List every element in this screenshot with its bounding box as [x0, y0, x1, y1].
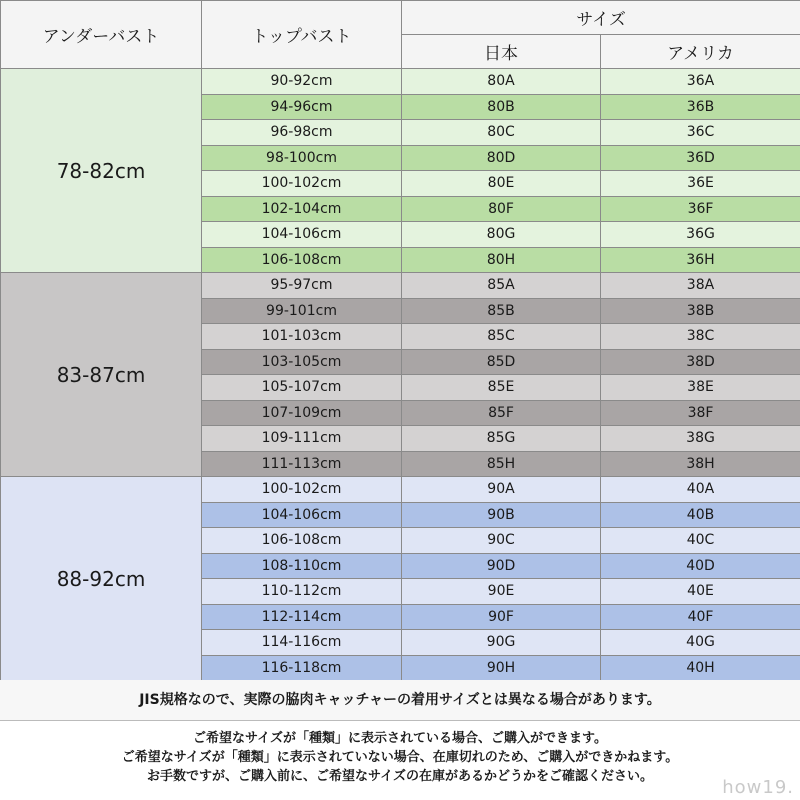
header-top-bust: トップバスト — [202, 1, 402, 69]
america-size-cell: 38D — [601, 349, 800, 375]
japan-size-cell: 90F — [402, 604, 601, 630]
america-size-cell: 40G — [601, 630, 800, 656]
top-bust-cell: 116-118cm — [202, 655, 402, 681]
note-line: ご希望なサイズが「種類」に表示されていない場合、在庫切れのため、ご購入ができかねます。 — [121, 750, 679, 765]
america-size-cell: 40D — [601, 553, 800, 579]
top-bust-cell: 106-108cm — [202, 247, 402, 273]
header-under-bust: アンダーバスト — [1, 1, 202, 69]
note-line: ご希望なサイズが「種類」に表示されている場合、ご購入ができます。 — [193, 731, 607, 746]
top-bust-cell: 90-92cm — [202, 69, 402, 95]
top-bust-cell: 109-111cm — [202, 426, 402, 452]
top-bust-cell: 105-107cm — [202, 375, 402, 401]
header-size: サイズ — [402, 1, 800, 35]
under-bust-range: 78-82cm — [1, 69, 202, 273]
japan-size-cell: 85C — [402, 324, 601, 350]
size-group — [1, 273, 800, 477]
top-bust-cell: 107-109cm — [202, 400, 402, 426]
america-size-cell: 38G — [601, 426, 800, 452]
america-size-cell: 38F — [601, 400, 800, 426]
japan-size-cell: 85A — [402, 273, 601, 299]
japan-size-cell: 90G — [402, 630, 601, 656]
america-size-cell: 36E — [601, 171, 800, 197]
america-size-cell: 40C — [601, 528, 800, 554]
america-size-cell: 40E — [601, 579, 800, 605]
japan-size-cell: 80C — [402, 120, 601, 146]
top-bust-cell: 106-108cm — [202, 528, 402, 554]
notes-section — [0, 680, 800, 800]
japan-size-cell: 90D — [402, 553, 601, 579]
top-bust-cell: 111-113cm — [202, 451, 402, 477]
jis-note: JIS規格なので、実際の脇肉キャッチャーの着用サイズとは異なる場合があります。 — [0, 680, 800, 721]
watermark: how19. — [722, 777, 794, 798]
america-size-cell: 40F — [601, 604, 800, 630]
japan-size-cell: 80B — [402, 94, 601, 120]
japan-size-cell: 85H — [402, 451, 601, 477]
top-bust-cell: 103-105cm — [202, 349, 402, 375]
america-size-cell: 36D — [601, 145, 800, 171]
top-bust-cell: 100-102cm — [202, 477, 402, 503]
america-size-cell: 36C — [601, 120, 800, 146]
america-size-cell: 36B — [601, 94, 800, 120]
size-group — [1, 477, 800, 681]
america-size-cell: 40H — [601, 655, 800, 681]
america-size-cell: 36A — [601, 69, 800, 95]
japan-size-cell: 90H — [402, 655, 601, 681]
size-group — [1, 69, 800, 273]
top-bust-cell: 98-100cm — [202, 145, 402, 171]
america-size-cell: 36H — [601, 247, 800, 273]
japan-size-cell: 85G — [402, 426, 601, 452]
america-size-cell: 38H — [601, 451, 800, 477]
table-row — [1, 273, 800, 299]
japan-size-cell: 80G — [402, 222, 601, 248]
header-japan: 日本 — [402, 35, 601, 69]
america-size-cell: 40A — [601, 477, 800, 503]
top-bust-cell: 96-98cm — [202, 120, 402, 146]
top-bust-cell: 114-116cm — [202, 630, 402, 656]
top-bust-cell: 104-106cm — [202, 222, 402, 248]
japan-size-cell: 80D — [402, 145, 601, 171]
purchase-notes — [0, 721, 800, 786]
japan-size-cell: 90B — [402, 502, 601, 528]
table-row — [1, 477, 800, 503]
japan-size-cell: 85B — [402, 298, 601, 324]
under-bust-range: 83-87cm — [1, 273, 202, 477]
japan-size-cell: 90C — [402, 528, 601, 554]
japan-size-cell: 80A — [402, 69, 601, 95]
table-row — [1, 69, 800, 95]
note-line: お手数ですが、ご購入前に、ご希望なサイズの在庫があるかどうかをご確認ください。 — [147, 769, 653, 784]
america-size-cell: 38C — [601, 324, 800, 350]
top-bust-cell: 95-97cm — [202, 273, 402, 299]
america-size-cell: 38E — [601, 375, 800, 401]
top-bust-cell: 100-102cm — [202, 171, 402, 197]
japan-size-cell: 80F — [402, 196, 601, 222]
top-bust-cell: 112-114cm — [202, 604, 402, 630]
japan-size-cell: 90E — [402, 579, 601, 605]
header-america: アメリカ — [601, 35, 800, 69]
under-bust-range: 88-92cm — [1, 477, 202, 681]
top-bust-cell: 99-101cm — [202, 298, 402, 324]
top-bust-cell: 108-110cm — [202, 553, 402, 579]
japan-size-cell: 90A — [402, 477, 601, 503]
top-bust-cell: 94-96cm — [202, 94, 402, 120]
top-bust-cell: 104-106cm — [202, 502, 402, 528]
japan-size-cell: 85D — [402, 349, 601, 375]
america-size-cell: 40B — [601, 502, 800, 528]
japan-size-cell: 85E — [402, 375, 601, 401]
top-bust-cell: 101-103cm — [202, 324, 402, 350]
top-bust-cell: 110-112cm — [202, 579, 402, 605]
america-size-cell: 38A — [601, 273, 800, 299]
japan-size-cell: 80H — [402, 247, 601, 273]
japan-size-cell: 80E — [402, 171, 601, 197]
america-size-cell: 36F — [601, 196, 800, 222]
top-bust-cell: 102-104cm — [202, 196, 402, 222]
japan-size-cell: 85F — [402, 400, 601, 426]
america-size-cell: 38B — [601, 298, 800, 324]
america-size-cell: 36G — [601, 222, 800, 248]
